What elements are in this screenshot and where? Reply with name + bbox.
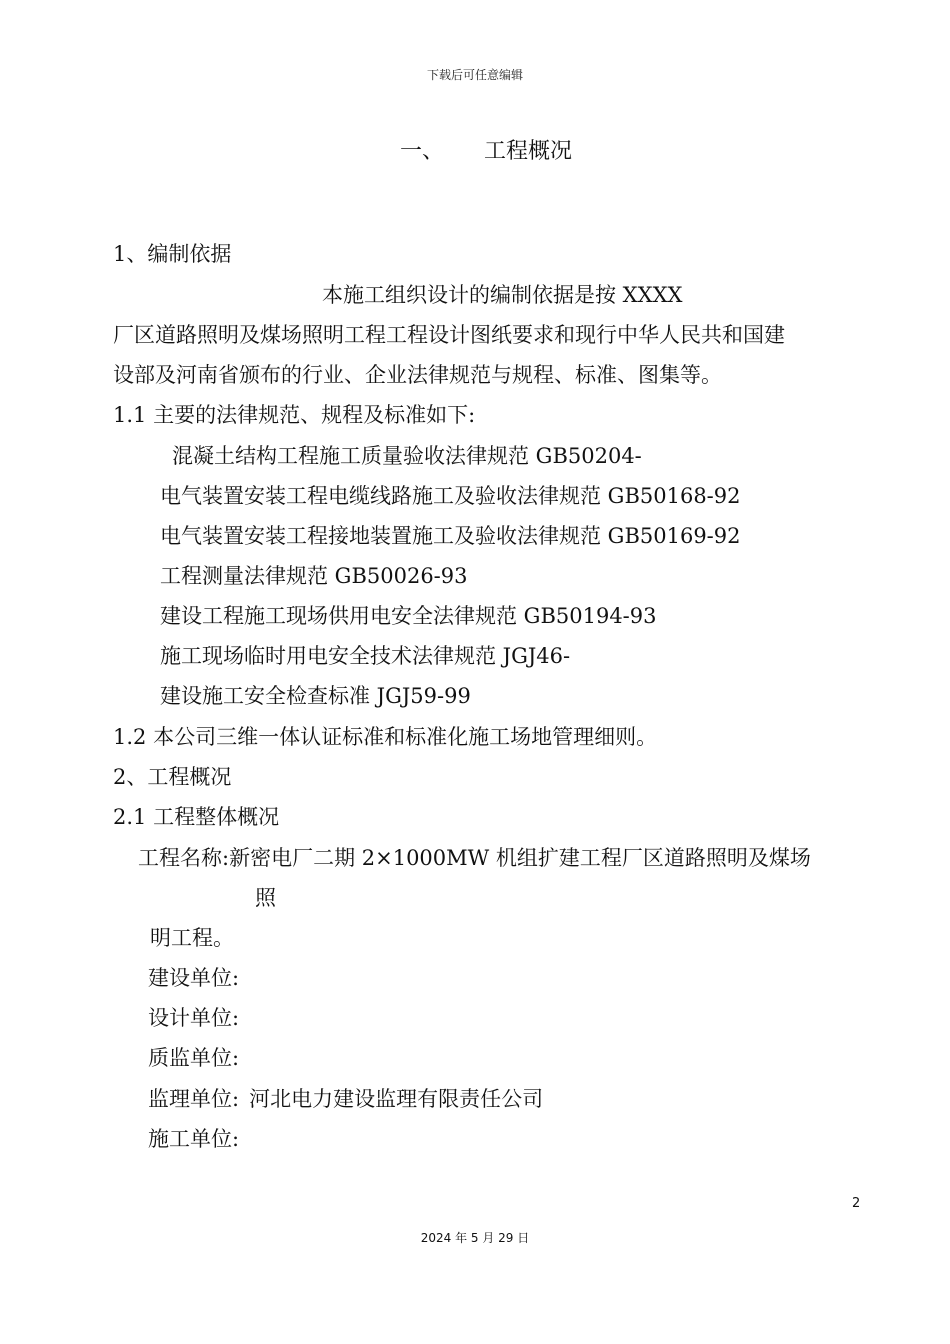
field-label: 设计单位: (148, 1006, 240, 1030)
section-1-heading: 1、编制依据 (113, 242, 232, 266)
standard-item: 混凝土结构工程施工质量验收法律规范 GB50204- (172, 444, 642, 468)
field-quality-supervision-unit (148, 1044, 239, 1072)
standard-item: 电气装置安装工程电缆线路施工及验收法律规范 GB50168-92 (160, 484, 741, 508)
standard-item: 电气装置安装工程接地装置施工及验收法律规范 GB50169-92 (160, 524, 741, 548)
field-label: 监理单位: (148, 1087, 240, 1111)
field-value: 河北电力建设监理有限责任公司 (249, 1087, 544, 1111)
title-number: 一、 (400, 139, 445, 164)
section-2-1-heading: 2.1 工程整体概况 (113, 805, 280, 829)
section-1-2: 1.2 本公司三维一体认证标准和标准化施工场地管理细则。 (113, 725, 658, 749)
standard-item: 建设施工安全检查标准 JGJ59-99 (160, 684, 471, 708)
section-1-paragraph-line-3: 设部及河南省颁布的行业、企业法律规范与规程、标准、图集等。 (113, 363, 722, 387)
page-title (400, 134, 572, 165)
section-1-paragraph-line-1: 本施工组织设计的编制依据是按 XXXX (322, 283, 683, 307)
standard-item: 工程测量法律规范 GB50026-93 (160, 564, 468, 588)
page-number: 2 (852, 1196, 861, 1211)
section-2-heading: 2、工程概况 (113, 765, 232, 789)
section-1-1-heading: 1.1 主要的法律规范、规程及标准如下: (113, 403, 476, 427)
field-construction-unit (148, 964, 239, 992)
standard-item: 建设工程施工现场供用电安全法律规范 GB50194-93 (160, 604, 657, 628)
field-label: 建设单位: (148, 966, 240, 990)
project-name-line-2: 照 (255, 886, 276, 910)
page-footer-date: 2024 年 5 月 29 日 (420, 1231, 530, 1245)
standard-item: 施工现场临时用电安全技术法律规范 JGJ46- (160, 644, 571, 668)
project-name-line-3: 明工程。 (150, 926, 234, 950)
section-1-paragraph-line-2: 厂区道路照明及煤场照明工程工程设计图纸要求和现行中华人民共和国建 (113, 323, 785, 347)
field-label: 质监单位: (148, 1046, 240, 1070)
page-header: 下载后可任意编辑 (426, 68, 523, 82)
project-name-line-1: 工程名称:新密电厂二期 2×1000MW 机组扩建工程厂区道路照明及煤场 (138, 846, 811, 870)
field-design-unit (148, 1004, 239, 1032)
field-supervision-unit (148, 1085, 543, 1113)
field-label: 施工单位: (148, 1127, 240, 1151)
field-contractor-unit (148, 1125, 239, 1153)
title-text: 工程概况 (484, 139, 573, 164)
